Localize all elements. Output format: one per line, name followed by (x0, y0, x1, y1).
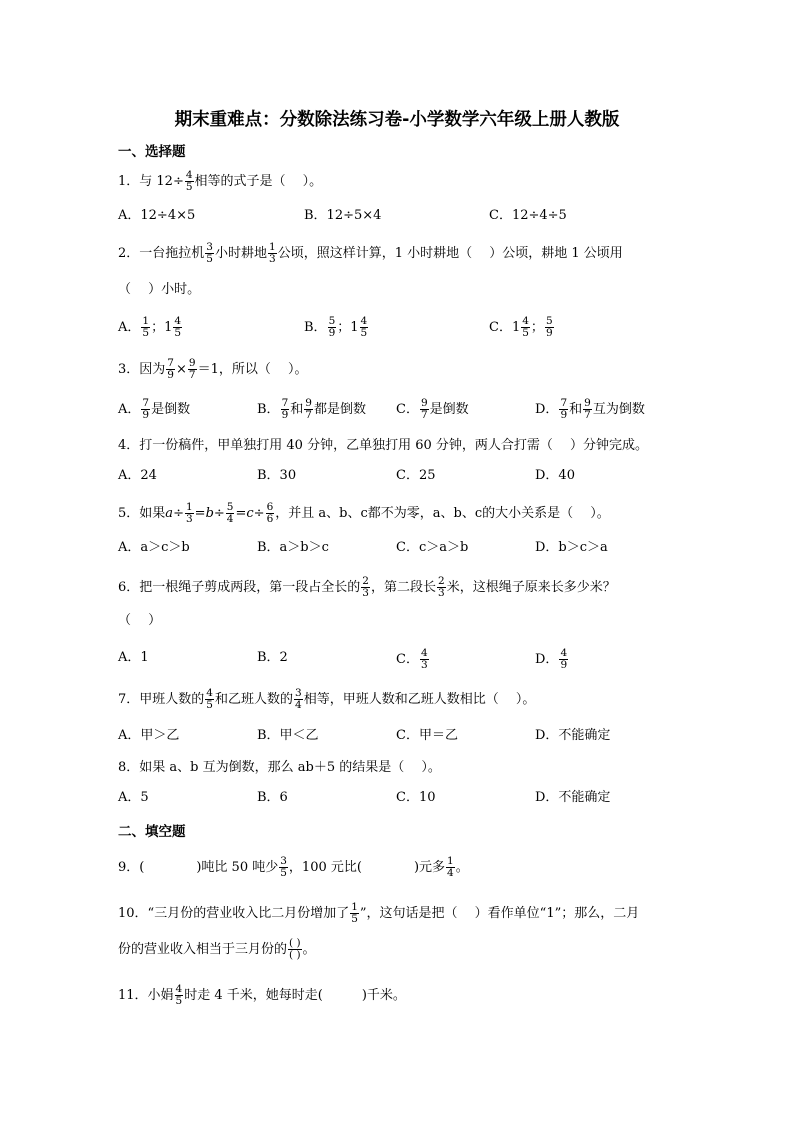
fraction: $\frac{1}{5}$ (351, 901, 358, 925)
fraction: $\frac{1}{3}$ (185, 501, 193, 525)
question-number: 1． (118, 174, 140, 189)
question-8: 8．如果 a、b 互为倒数，那么 ab＋5 的结果是（ ）。 (118, 760, 441, 775)
fraction: $\frac{3}{5}$ (206, 241, 213, 265)
fraction: $\frac{4}{5}$ (185, 169, 193, 193)
fraction: $\frac{1}{5}$ (142, 315, 150, 339)
fraction: $\frac{5}{9}$ (328, 315, 336, 339)
option-a[interactable]: A．5 (118, 790, 149, 805)
option-b[interactable]: B．6 (257, 790, 288, 805)
question-11: 11．小娟 $\frac{4}{5}$ 时走 4 千米，她每时走( )千米。 (118, 983, 406, 1007)
option-c[interactable]: C． $\frac{4}{3}$ (396, 647, 428, 671)
question-text: 相等的式子是（ ）。 (194, 174, 323, 189)
section-heading-fill: 二、填空题 (118, 824, 186, 840)
fraction: $\frac{1}{4}$ (447, 855, 454, 879)
fraction-blank[interactable]: ( ) ( ) (289, 937, 301, 961)
option-b[interactable]: B． $\frac{5}{9}$ ； 1 4 5 (304, 315, 368, 339)
question-text: 小时耕地 (214, 246, 267, 261)
option-d[interactable]: D．不能确定 (535, 728, 611, 743)
question-10: 10．“三月份的营业收入比二月份增加了 $\frac{1}{5}$ ”，这句话是把（ ）看作单位“1”；那么，二月 (118, 901, 640, 925)
question-2-line-2: （ ）小时。 (118, 282, 201, 297)
option-b[interactable]: B．甲＜乙 (257, 728, 319, 743)
question-10-line-2: 份的营业收入相当于三月份的 ( ) ( ) 。 (118, 937, 316, 961)
question-text: 与 12÷ (139, 174, 184, 189)
page-title: 期末重难点：分数除法练习卷-小学数学六年级上册人教版 (174, 110, 620, 130)
mixed-number: 1 4 5 (164, 315, 182, 339)
question-number: 2． (118, 246, 140, 261)
option-d[interactable]: D．b＞c＞a (535, 540, 608, 555)
option-a[interactable]: A．24 (118, 468, 157, 483)
question-1 (118, 170, 322, 193)
option-a[interactable]: A．a＞c＞b (118, 540, 190, 555)
option-a[interactable]: A． $\frac{1}{5}$ ； 1 4 5 (118, 315, 182, 339)
option-d[interactable]: D．40 (535, 468, 575, 483)
option-c[interactable]: C．25 (396, 468, 436, 483)
question-2 (118, 242, 623, 265)
option-a[interactable]: A．甲＞乙 (118, 728, 180, 743)
option-b[interactable]: B．12÷5×4 (304, 208, 382, 223)
option-d[interactable]: D． $\frac{7}{9}$ 和 $\frac{9}{7}$ 互为倒数 (535, 397, 645, 421)
fraction: $\frac{4}{5}$ (206, 687, 213, 711)
mixed-number: 1 4 5 (511, 315, 529, 339)
question-6: 6．把一根绳子剪成两段，第一段占全长的 $\frac{2}{3}$ ，第二段长 $\frac{2}{3}$ 米，这根绳子原来长多少米？ (118, 575, 616, 599)
option-c[interactable]: C．12÷4÷5 (489, 208, 567, 223)
option-a[interactable]: A．12÷4×5 (118, 208, 196, 223)
fraction: $\frac{9}{7}$ (188, 357, 196, 381)
option-c[interactable]: C． 1 4 5 ； $\frac{5}{9}$ (489, 315, 553, 339)
question-3: 3．因为 $\frac{7}{9}$ × $\frac{9}{7}$ ＝1，所以（ ）。 (118, 357, 308, 381)
mixed-number: 1 4 5 (350, 315, 368, 339)
fraction: $\frac{2}{3}$ (362, 575, 369, 599)
option-c[interactable]: C．c＞a＞b (396, 540, 469, 555)
fraction: $\frac{7}{9}$ (167, 357, 174, 381)
option-c[interactable]: C．10 (396, 790, 436, 805)
option-c[interactable]: C．甲＝乙 (396, 728, 458, 743)
option-d[interactable]: D． $\frac{4}{9}$ (535, 647, 568, 671)
option-a[interactable]: A．1 (118, 650, 149, 665)
fraction: $\frac{3}{4}$ (295, 687, 302, 711)
question-4: 4．打一份稿件，甲单独打用 40 分钟，乙单独打用 60 分钟，两人合打需（ ）分钟完成。 (118, 438, 649, 453)
fraction: $\frac{4}{5}$ (175, 983, 183, 1007)
option-d[interactable]: D．不能确定 (535, 790, 611, 805)
option-c[interactable]: C． $\frac{9}{7}$ 是倒数 (396, 397, 469, 421)
fraction: $\frac{5}{9}$ (545, 315, 553, 339)
fraction: $\frac{6}{6}$ (266, 501, 274, 525)
option-b[interactable]: B．a＞b＞c (257, 540, 329, 555)
option-a[interactable]: A． $\frac{7}{9}$ 是倒数 (118, 397, 191, 421)
fraction: $\frac{3}{5}$ (280, 855, 287, 879)
fraction: $\frac{2}{3}$ (438, 575, 445, 599)
option-b[interactable]: B．30 (257, 468, 297, 483)
fraction: $\frac{5}{4}$ (226, 501, 234, 525)
question-text: 一台拖拉机 (139, 246, 205, 261)
question-9: 9．( )吨比 50 吨少 $\frac{3}{5}$ ，100 元比( )元多 $\frac{1}{4}$ 。 (118, 855, 469, 879)
fraction: $\frac{1}{3}$ (269, 241, 276, 265)
question-7: 7．甲班人数的 $\frac{4}{5}$ 和乙班人数的 $\frac{3}{4}$ 相等，甲班人数和乙班人数相比（ ）。 (118, 687, 536, 711)
question-text: 公顷，照这样计算，1 小时耕地（ ）公顷，耕地 1 公顷用 (277, 246, 623, 261)
section-heading-choice: 一、选择题 (118, 144, 186, 160)
question-6-line-2: （ ） (118, 613, 162, 628)
question-5: 5．如果a÷ $\frac{1}{3}$ =b÷ $\frac{5}{4}$ =c÷ $\frac{6}{6}$ ，并且 a、b、c都不为零，a、b、c的大小关系是（ ）。 (118, 501, 610, 525)
option-b[interactable]: B．2 (257, 650, 288, 665)
option-b[interactable]: B． $\frac{7}{9}$ 和 $\frac{9}{7}$ 都是倒数 (257, 397, 366, 421)
